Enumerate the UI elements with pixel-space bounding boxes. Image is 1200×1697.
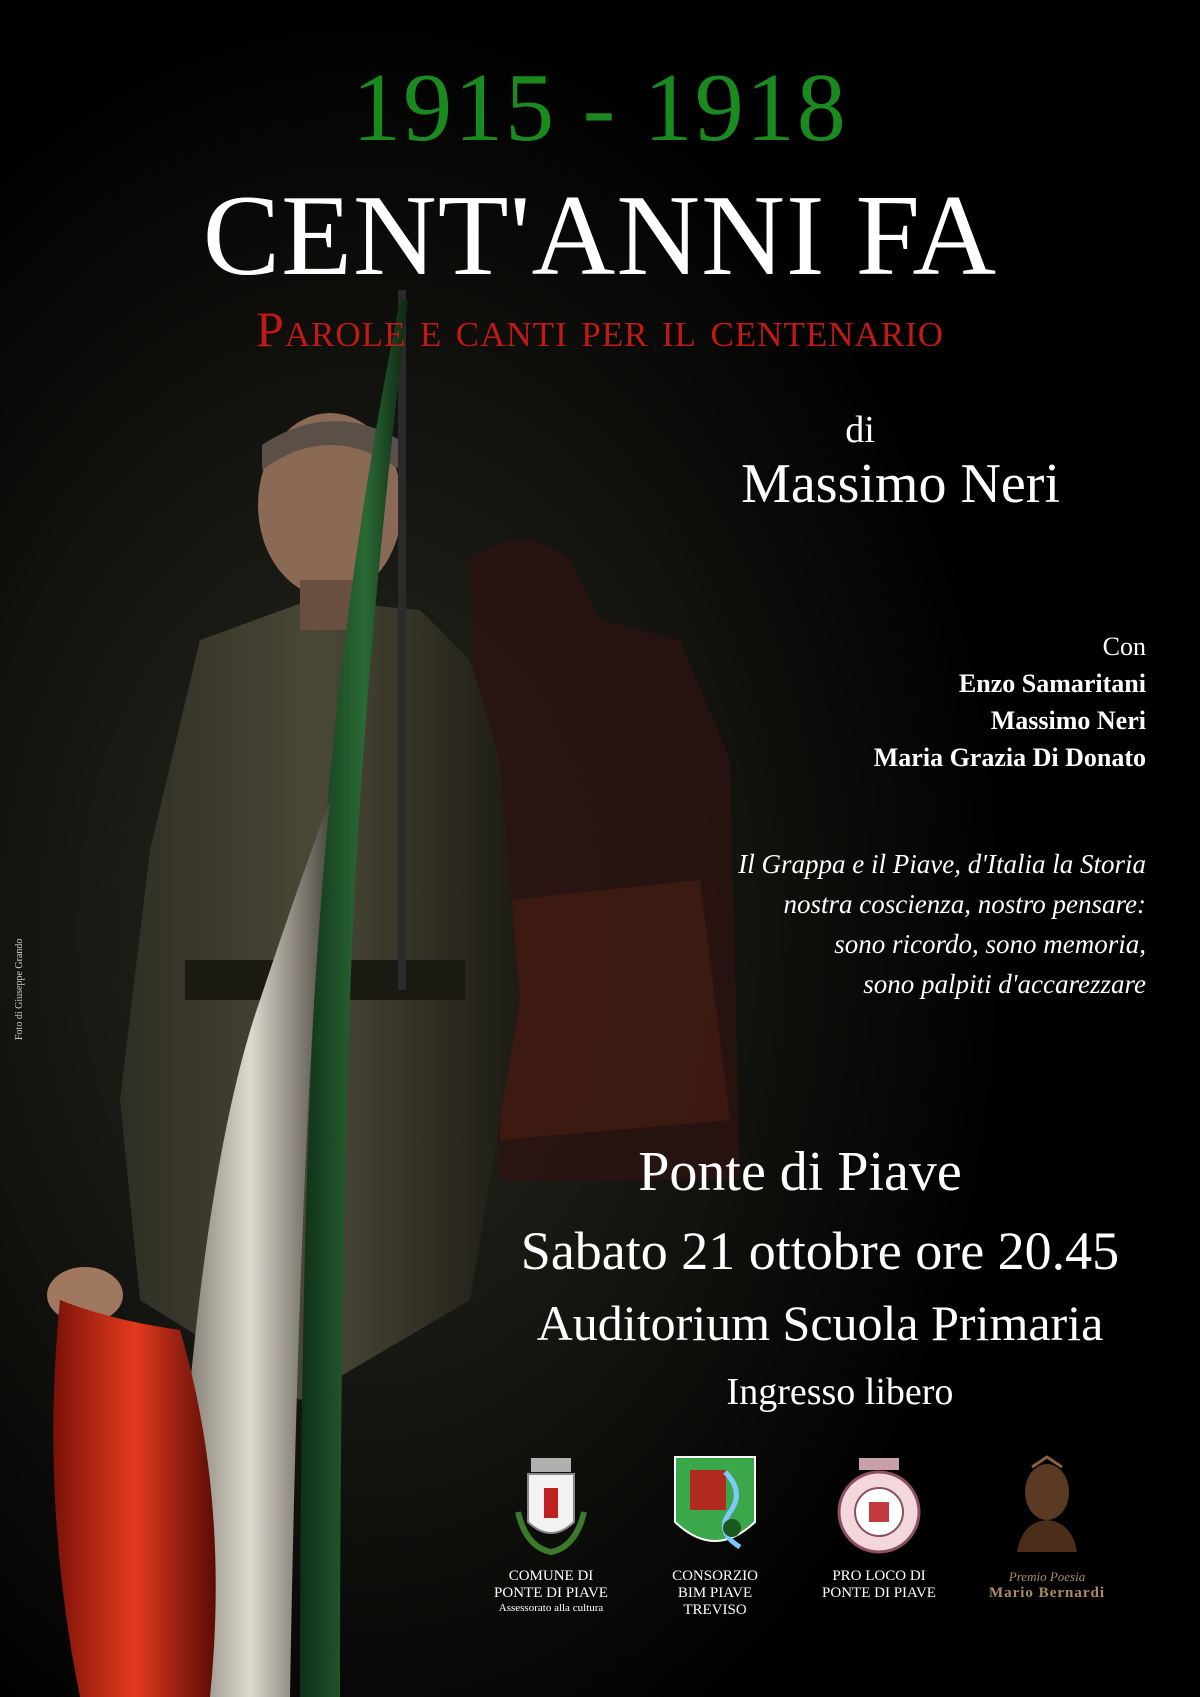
logo-premio-poesia <box>972 1452 1122 1602</box>
logo-text: Premio Poesia <box>1008 1569 1086 1584</box>
logo-text: COMUNE DI <box>508 1568 594 1584</box>
logo-text: PONTE DI PIAVE <box>494 1585 608 1601</box>
cast-member: Massimo Neri <box>990 706 1146 735</box>
cast-list <box>874 628 1146 776</box>
poem-line: Il Grappa e il Piave, d'Italia la Storia <box>738 849 1146 879</box>
logo-text: Mario Bernardi <box>988 1585 1106 1601</box>
logo-text: PONTE DI PIAVE <box>822 1585 936 1601</box>
poem-line: nostra coscienza, nostro pensare: <box>783 889 1146 919</box>
municipal-crest-icon <box>506 1452 596 1562</box>
poem-line: sono palpiti d'accarezzare <box>863 969 1146 999</box>
event-place: Ponte di Piave <box>638 1141 962 1203</box>
event-venue: Auditorium Scuola Primaria <box>536 1295 1104 1351</box>
logo-consorzio <box>640 1452 790 1619</box>
poem-verse <box>738 844 1146 1004</box>
consorzio-shield-icon <box>670 1452 760 1562</box>
author-name: Massimo Neri <box>741 453 1060 515</box>
logo-text: BIM PIAVE <box>677 1585 753 1601</box>
logo-comune <box>476 1452 626 1615</box>
author-prefix: di <box>845 409 875 451</box>
poem-line: sono ricordo, sono memoria, <box>834 929 1146 959</box>
page-title: CENT'ANNI FA <box>202 172 998 300</box>
years-heading: 1915 - 1918 <box>352 54 848 162</box>
photo-credit: Foto di Giuseppe Grando <box>14 938 25 1040</box>
cast-member: Maria Grazia Di Donato <box>873 743 1146 772</box>
bust-emblem-icon <box>1002 1452 1092 1562</box>
subtitle: Parole e canti per il centenario <box>255 301 945 357</box>
event-entry: Ingresso libero <box>726 1371 954 1413</box>
pro-loco-seal-icon <box>829 1452 929 1562</box>
logo-pro-loco <box>804 1452 954 1602</box>
cast-label: Con <box>1102 632 1146 661</box>
cast-member: Enzo Samaritani <box>958 669 1146 698</box>
logo-text: PRO LOCO DI <box>832 1568 926 1584</box>
logo-text: Assessorato alla cultura <box>498 1602 604 1614</box>
event-date: Sabato 21 ottobre ore 20.45 <box>520 1221 1120 1281</box>
logo-text: TREVISO <box>683 1602 747 1618</box>
logo-text: CONSORZIO <box>672 1568 758 1584</box>
